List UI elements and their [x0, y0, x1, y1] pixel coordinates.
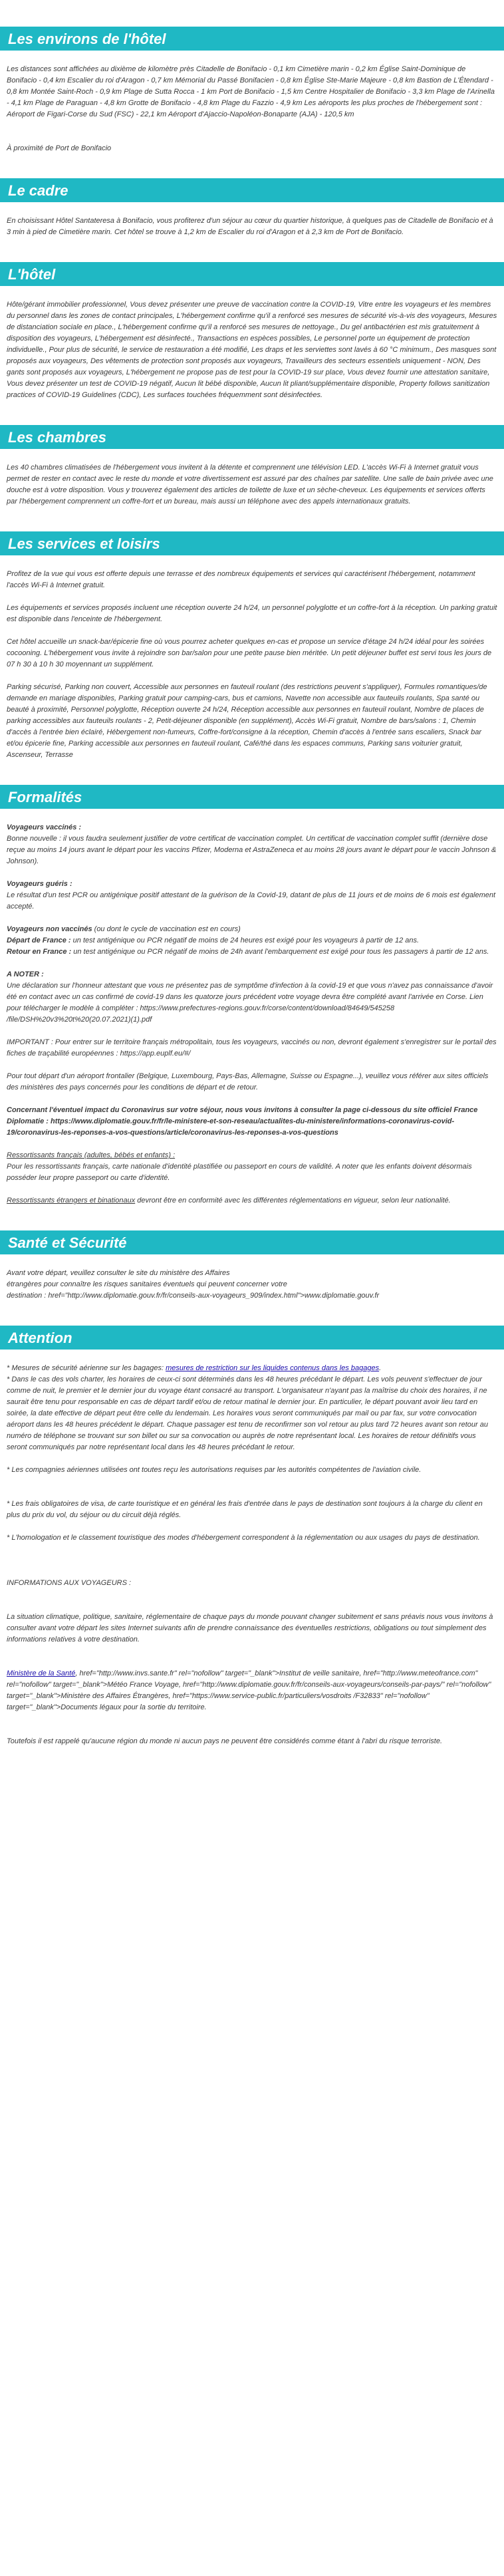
section-body	[0, 299, 504, 401]
health-line-2: étrangères pour connaître les risques sanitaires éventuels qui peuvent concerner votre	[7, 1280, 287, 1288]
vaccinated-text: Bonne nouvelle : il vous faudra seulement justifier de votre certificat de vaccination complet. Un certificat de vaccination complet suffit (dernière dose reçue au moins 14 jours avant le départ pour les vaccins Pfizer, Moderna et AstraZeneca et au moins 28 jours avant le départ pour le vaccin Johnson & Johnson).	[7, 835, 497, 865]
health-paragraph	[7, 1268, 497, 1302]
section-header	[0, 1326, 504, 1350]
departure-text: un test antigénique ou PCR négatif de moins de 24 heures est exigé pour les voyageurs à partir de 12 ans.	[70, 936, 420, 944]
hotel-paragraph: Hôte/gérant immobilier professionnel, Vous devez présenter une preuve de vaccination contre la COVID-19, Vitre entre les voyageurs et les membres du personnel dans les zones de contact principales, L'hébergement confirme qu'il a renforcé ses mesures de sécurité vis-à-vis des voyageurs, Mesures de distanciation sociale en place., L'hébergement confirme qu'il a renforcé ses mesures de nettoyage., Du gel antibactérien est mis gratuitement à disposition des voyageurs, L'hébergement est désinfecté., Transactions en espèces possibles, Le personnel porte un équipement de protection individuelle., Pour plus de sécurité, le service de restauration a été modifié, Les draps et les serviettes sont lavés à 60 °C minimum., Des masques sont proposés aux voyageurs, Des vêtements de protection sont proposés aux voyageurs, Travailleurs des secteurs essentiels uniquement - NON, Des gants sont proposés aux voyageurs, L'hébergement ne propose pas de test pour la COVID-19 sur place, Vous devez fournir une attestation sanitaire, Vous devez présenter un test de COVID-19 négatif, Aucun lit bébé disponible, Aucun lit pliant/supplémentaire disponible, Property follows sanitization practices of COVID-19 Guidelines (CDC), Les surfaces touchées fréquemment sont désinfectées.	[7, 301, 497, 399]
services-paragraph-3: Cet hôtel accueille un snack-bar/épicerie fine où vous pourrez acheter quelques en-cas et propose un service d'étage 24 h/24 idéal pour les soirées cocooning. L'hébergement vous invite à rejoindre son bar/salon pour une petite pause bien méritée. Un petit déjeuner buffet est servi tous les jours de 07 h 30 à 10 h 30 moyennant un supplément.	[7, 638, 492, 668]
health-ministry-link[interactable]: Ministère de la Santé	[7, 1669, 76, 1677]
note-text: Une déclaration sur l'honneur attestant que vous ne présentez pas de symptôme d'infection à la covid-19 et que vous n'avez pas connaissance d'avoir été en contact avec un cas confirmé de covid-19 dans les quatorze jours précédent votre voyage devra être complété avant l'arrivée en Corse. Lien pour télécharger le modèle à compléter : https://www.prefectures-regions.gouv.fr/corse/content/download/84649/545258 /file/DSH%20v3%20t%20(20.07.2021)(1).pdf	[7, 982, 493, 1024]
section-title: Les services et loisirs	[8, 535, 160, 552]
foreign-nationals-text: devront être en conformité avec les différentes réglementations en vigueur, selon leur nationalité.	[135, 1197, 451, 1205]
french-nationals-text: Pour les ressortissants français, carte nationale d'identité plastifiée ou passeport en cours de validité. A noter que les enfants doivent désormais posséder leur propre passeport ou carte d'identité.	[7, 1163, 472, 1182]
section-cadre	[0, 178, 504, 238]
section-header	[0, 262, 504, 286]
section-title: Santé et Sécurité	[8, 1234, 127, 1251]
unvaccinated-heading: Voyageurs non vaccinés	[7, 925, 92, 933]
foreign-nationals-block	[7, 1195, 497, 1207]
section-title: L'hôtel	[8, 265, 56, 283]
section-body	[0, 569, 504, 761]
section-header	[0, 531, 504, 555]
charter-flights-text: * Dans le cas des vols charter, les horaires de ceux-ci sont déterminés dans les 48 heures précédant le départ. Les vols peuvent s'effectuer de jour comme de nuit, le premier et le dernier jour du voyage étant consacré au transport. L'organisateur n'ayant pas la maîtrise du choix des horaires, il ne saurait être tenu pour responsable en cas de départ tardif et/ou de retour matinal le dernier jour. En particulier, le départ pouvant avoir lieu tard en soirée, la date effective de départ peut être celle du lendemain. Les horaires vous seront communiqués par mail ou par fax, sur votre convocation aéroport dans les 48 heures précédent le départ. Chaque passager est tenu de reconfirmer son vol retour au plus tard 72 heures avant son retour au numéro de téléphone se trouvant sur son billet ou sur sa convocation ou auprès de notre représentant local. Les horaires de retour définitifs vous seront communiqués par notre représentant local dans les 48 heures précédant le retour.	[7, 1375, 489, 1451]
visa-fees-paragraph: * Les frais obligatoires de visa, de carte touristique et en général les frais d'entrée dans le pays de destination sont toujours à la charge du client en plus du prix du vol, du séjour ou du circuit déjà réglés.	[7, 1500, 483, 1519]
section-formalites	[0, 785, 504, 1207]
note-heading: A NOTER :	[7, 970, 44, 978]
chambres-paragraph: Les 40 chambres climatisées de l'hébergement vous invitent à la détente et comprennent une télévision LED. L'accès Wi-Fi à Internet gratuit vous permet de rester en contact avec le reste du monde et votre divertissement est assuré par des chaînes par satellite. Une salle de bain privée avec une douche est à votre disposition. Vous y trouverez également des articles de toilette de luxe et un sèche-cheveux. Les équipements et services offerts par l'hébergement comprennent un coffre-fort et un bureau, mais aussi un téléphone avec des appels internationaux gratuits.	[7, 464, 493, 505]
french-nationals-block	[7, 1150, 497, 1184]
services-paragraph-2: Les équipements et services proposés incluent une réception ouverte 24 h/24, un personnel polyglotte et un coffre-fort à la réception. Un parking gratuit est disponible dans l'enceinte de l'hébergement.	[7, 604, 497, 623]
section-title: Les chambres	[8, 428, 106, 446]
luggage-security-end: .	[379, 1364, 382, 1372]
foreign-nationals-heading: Ressortissants étrangers et binationaux	[7, 1197, 136, 1205]
section-header	[0, 27, 504, 51]
recovered-text: Le résultat d'un test PCR ou antigénique positif attestant de la guérison de la Covid-19, datant de plus de 11 jours et de moins de 6 mois est également accepté.	[7, 891, 496, 911]
unvaccinated-note: (ou dont le cycle de vaccination est en cours)	[92, 925, 241, 933]
vaccinated-heading: Voyageurs vaccinés :	[7, 823, 82, 831]
section-body	[0, 462, 504, 507]
health-line-1: Avant votre départ, veuillez consulter le site du ministère des Affaires	[7, 1269, 230, 1277]
unvaccinated-block	[7, 924, 497, 958]
section-header	[0, 785, 504, 809]
section-title: Les environs de l'hôtel	[8, 30, 166, 47]
return-heading: Retour en France :	[7, 948, 72, 956]
luggage-security-text: * Mesures de sécurité aérienne sur les bagages:	[7, 1364, 166, 1372]
section-services	[0, 531, 504, 761]
services-paragraph-4: Parking sécurisé, Parking non couvert, Accessible aux personnes en fauteuil roulant (des restrictions peuvent s'appliquer), Formules romantiques/de demande en mariage disponibles, Parking gratuit pour camping-cars, bus et camions, Navette non accessible aux fauteuils roulants, Spa santé ou beauté à proximité, Personnel polyglotte, Réception ouverte 24 h/24, Réception accessible aux personnes en fauteuil roulant, Nombre de places de parking accessibles aux fauteuils roulants - 2, Petit-déjeuner disponible (en supplément), Accès Wi-Fi gratuit, Nombre de bars/salons : 1, Chemin d'accès à l'entrée bien éclairé, Hébergement non-fumeurs, Coffre-fort/consigne à la réception, Chemin d'accès à l'entrée sans escaliers, Snack bar et/ou épicerie fine, Parking accessible aux personnes en fauteuil roulant, Café/thé dans les espaces communs, Parking sans voiturier gratuit, Ascenseur, Terrasse	[7, 683, 487, 759]
airlines-paragraph: * Les compagnies aériennes utilisées ont toutes reçu les autorisations requises par les autorités compétentes de l'aviation civile.	[7, 1466, 422, 1474]
proximity-paragraph: À proximité de Port de Bonifacio	[7, 144, 112, 152]
recovered-heading: Voyageurs guéris :	[7, 880, 72, 888]
departure-heading: Départ de France :	[7, 936, 71, 944]
traveler-info-heading: INFORMATIONS AUX VOYAGEURS :	[7, 1579, 132, 1587]
section-title: Le cadre	[8, 182, 68, 199]
section-sante	[0, 1230, 504, 1302]
section-body	[0, 1363, 504, 1747]
luggage-security-block	[7, 1363, 497, 1453]
section-header	[0, 425, 504, 449]
useful-links-paragraph	[7, 1668, 497, 1713]
section-title: Attention	[8, 1329, 72, 1346]
note-block	[7, 969, 497, 1026]
return-text: un test antigénique ou PCR négatif de moins de 24h avant l'embarquement est exigé pour tous les passagers à partir de 12 ans.	[71, 948, 489, 956]
section-hotel	[0, 262, 504, 401]
section-header	[0, 1230, 504, 1254]
coronavirus-paragraph: Concernant l'éventuel impact du Coronavirus sur votre séjour, nous vous invitons à consulter la page ci-dessous du site officiel France Diplomatie : https://www.diplomatie.gouv.fr/fr/le-ministere-et-son-reseau/actualites-du-ministere/informations-coronavirus-covid-19/coronavirus-les-reponses-a-vos-questions/article/coronavirus-les-reponses-a-vos-questions	[7, 1106, 478, 1137]
section-body	[0, 1268, 504, 1302]
section-body	[0, 64, 504, 154]
distances-paragraph: Les distances sont affichées au dixième de kilomètre près Citadelle de Bonifacio - 0,1 km Cimetière marin - 0,2 km Église Saint-Dominique de Bonifacio - 0,4 km Escalier du roi d'Aragon - 0,7 km Mémorial du Passé Bonifacien - 0,8 km Église Ste-Marie Majeure - 0,8 km Bastion de L'Étendard - 0,8 km Montée Saint-Roch - 0,9 km Plage de Sutta Rocca - 1 km Port de Bonifacio - 1,5 km Centre Hospitalier de Bonifacio - 3,3 km Plage de l'Arinella - 4,1 km Plage de Paraguan - 4,8 km Grotte de Bonifacio - 4,8 km Plage du Fazzio - 4,9 km Les aéroports les plus proches de l'hébergement sont : Aéroport de Figari-Corse du Sud (FSC) - 22,1 km Aéroport d'Ajaccio-Napoléon-Bonaparte (AJA) - 120,5 km	[7, 65, 495, 118]
french-nationals-heading: Ressortissants français (adultes, bébés et enfants) :	[7, 1151, 176, 1159]
liquids-restriction-link[interactable]: mesures de restriction sur les liquides contenus dans les bagages	[166, 1364, 380, 1372]
traveler-info-paragraph: La situation climatique, politique, sanitaire, réglementaire de chaque pays du monde pouvant changer subitement et sans préavis nous vous invitons à consulter avant votre départ les sites Internet suivants afin de prendre connaissance des éventuelles restrictions, obligations ou tout simplement des informations relatives à votre destination.	[7, 1613, 493, 1644]
useful-links-text: , href="http://www.invs.sante.fr" rel="nofollow" target="_blank">Institut de veille sanitaire, href="http://www.meteofrance.com" rel="nofollow" target="_blank">Météo France Voyage, href="http://www.diplomatie.gouv.fr/fr/conseils-aux-voyageurs/conseils-par-pays/" rel="nofollow" target="_blank">Ministère des Affaires Étrangères, href="https://www.service-public.fr/particuliers/vosdroits /F32833" rel="nofollow" target="_blank">Documents légaux pour la sortie du territoire.	[7, 1669, 491, 1711]
section-chambres	[0, 425, 504, 507]
cadre-paragraph: En choisissant Hôtel Santateresa à Bonifacio, vous profiterez d'un séjour au cœur du quartier historique, à quelques pas de Citadelle de Bonifacio et à 3 min à pied de Cimetière marin. Cet hôtel se trouve à 1,2 km de Escalier du roi d'Aragon et à 2,3 km de Port de Bonifacio.	[7, 217, 493, 236]
important-paragraph: IMPORTANT : Pour entrer sur le territoire français métropolitain, tous les voyageurs, vaccinés ou non, devront également s'enregistrer sur le portail des fiches de traçabilité européennes : https://app.euplf.eu/#/	[7, 1038, 497, 1058]
section-environs	[0, 27, 504, 154]
recovered-block	[7, 879, 497, 913]
border-airport-paragraph: Pour tout départ d'un aéroport frontalier (Belgique, Luxembourg, Pays-Bas, Allemagne, Suisse ou Espagne...), veuillez vous référer aux sites officiels des ministères des pays concernés pour les conditions de départ et de retour.	[7, 1072, 489, 1091]
section-attention	[0, 1326, 504, 1747]
accommodation-rating-paragraph: * L'homologation et le classement touristique des modes d'hébergement correspondent à la réglementation ou aux usages du pays de destination.	[7, 1534, 480, 1542]
section-body	[0, 215, 504, 238]
terrorism-risk-paragraph: Toutefois il est rappelé qu'aucune région du monde ni aucun pays ne peuvent être considérés comme étant à l'abri du risque terroriste.	[7, 1737, 443, 1745]
section-header	[0, 178, 504, 202]
health-line-3: destination : href="http://www.diplomatie.gouv.fr/fr/conseils-aux-voyageurs_909/index.html">www.diplomatie.gouv.fr	[7, 1292, 380, 1300]
section-body	[0, 822, 504, 1207]
section-title: Formalités	[8, 788, 82, 805]
services-paragraph-1: Profitez de la vue qui vous est offerte depuis une terrasse et des nombreux équipements et services qui caractérisent l'hébergement, notamment l'accès Wi-Fi à Internet gratuit.	[7, 570, 475, 589]
vaccinated-block	[7, 822, 497, 867]
